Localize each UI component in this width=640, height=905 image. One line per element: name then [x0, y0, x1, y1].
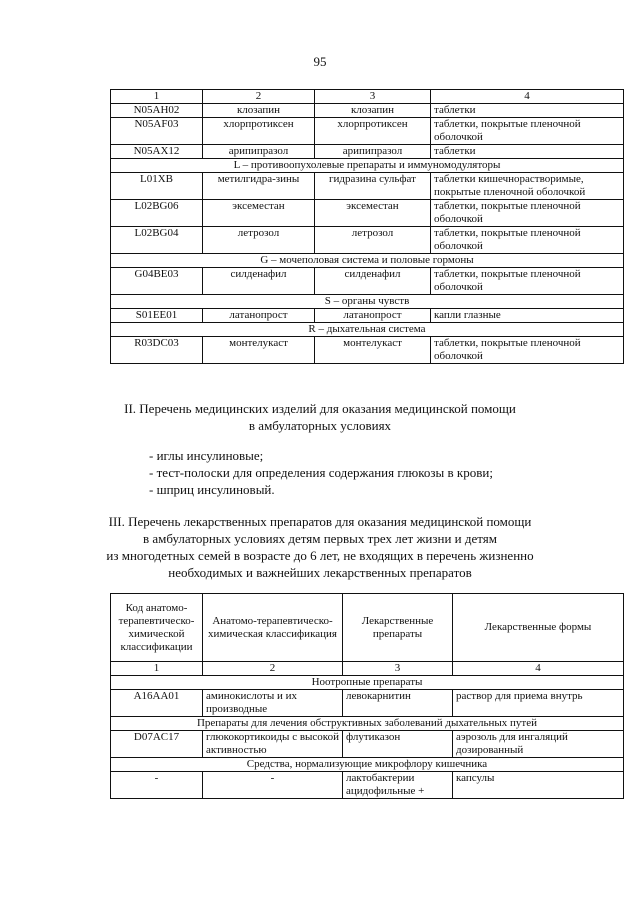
- table-row: [111, 337, 624, 364]
- drug-name: монтелукаст: [315, 337, 431, 364]
- atc-code: L02BG06: [111, 200, 203, 227]
- atc-group: силденафил: [203, 268, 315, 295]
- drug-name: лактобактерии ацидофильные +: [343, 772, 453, 799]
- col-number: 2: [203, 90, 315, 104]
- atc-code: A16AA01: [111, 690, 203, 717]
- table-row: [111, 309, 624, 323]
- atc-group: монтелукаст: [203, 337, 315, 364]
- section-3-heading-line-4: необходимых и важнейших лекарственных препаратов: [168, 565, 472, 580]
- table-row: [111, 118, 624, 145]
- section-3-heading-line-2: в амбулаторных условиях детям первых трех лет жизни и детям: [142, 531, 497, 546]
- table-row: [111, 268, 624, 295]
- atc-code: N05AF03: [111, 118, 203, 145]
- section-3-heading-line-3: из многодетных семей в возрасте до 6 лет, не входящих в перечень жизненно: [106, 548, 534, 563]
- dosage-form: таблетки, покрытые пленочной оболочкой: [431, 268, 624, 295]
- atc-group: летрозол: [203, 227, 315, 254]
- atc-code: -: [111, 772, 203, 799]
- section-title: S – органы чувств: [111, 295, 624, 309]
- header-atc-group: Анатомо-терапевтическо-химическая классификация: [203, 594, 343, 662]
- atc-group: глюкокортикоиды с высокой активностью: [203, 731, 343, 758]
- atc-group: клозапин: [203, 104, 315, 118]
- dosage-form: таблетки кишечнорастворимые, покрытые пленочной оболочкой: [431, 173, 624, 200]
- atc-group: -: [203, 772, 343, 799]
- children-drug-table: [110, 593, 624, 799]
- atc-code: G04BE03: [111, 268, 203, 295]
- dosage-form: таблетки, покрытые пленочной оболочкой: [431, 118, 624, 145]
- table-row: [111, 104, 624, 118]
- header-row: [111, 594, 624, 662]
- list-item: - иглы инсулиновые;: [149, 448, 264, 463]
- header-drugs: Лекарственные препараты: [343, 594, 453, 662]
- drug-table-continued: [110, 89, 624, 364]
- drug-name: клозапин: [315, 104, 431, 118]
- dosage-form: аэрозоль для ингаляций дозированный: [453, 731, 624, 758]
- section-title: G – мочеполовая система и половые гормоны: [111, 254, 624, 268]
- page-number: 95: [313, 54, 327, 69]
- drug-name: арипипразол: [315, 145, 431, 159]
- col-number: 2: [203, 662, 343, 676]
- atc-code: L01XB: [111, 173, 203, 200]
- medical-devices-list: [149, 447, 493, 498]
- section-row: [111, 159, 624, 173]
- drug-name: эксеместан: [315, 200, 431, 227]
- dosage-form: таблетки: [431, 104, 624, 118]
- drug-name: левокарнитин: [343, 690, 453, 717]
- atc-code: L02BG04: [111, 227, 203, 254]
- section-row: [111, 758, 624, 772]
- section-row: [111, 717, 624, 731]
- drug-name: силденафил: [315, 268, 431, 295]
- dosage-form: капли глазные: [431, 309, 624, 323]
- atc-code: S01EE01: [111, 309, 203, 323]
- dosage-form: капсулы: [453, 772, 624, 799]
- header-forms: Лекарственные формы: [453, 594, 624, 662]
- atc-code: N05AH02: [111, 104, 203, 118]
- dosage-form: раствор для приема внутрь: [453, 690, 624, 717]
- dosage-form: таблетки, покрытые пленочной оболочкой: [431, 200, 624, 227]
- drug-name: хлорпротиксен: [315, 118, 431, 145]
- column-number-row: [111, 90, 624, 104]
- section-title: R – дыхательная система: [111, 323, 624, 337]
- table-row: [111, 145, 624, 159]
- table-row: [111, 200, 624, 227]
- list-item: - шприц инсулиновый.: [149, 482, 275, 497]
- table-row: [111, 690, 624, 717]
- atc-code: D07AC17: [111, 731, 203, 758]
- atc-group: арипипразол: [203, 145, 315, 159]
- section-row: [111, 254, 624, 268]
- col-number: 4: [453, 662, 624, 676]
- section-3-heading-line-1: III. Перечень лекарственных препаратов для оказания медицинской помощи: [108, 514, 532, 529]
- section-row: [111, 295, 624, 309]
- drug-name: летрозол: [315, 227, 431, 254]
- table-row: [111, 227, 624, 254]
- header-atc-code: Код анатомо-терапевтическо-химической классификации: [111, 594, 203, 662]
- section-title: Средства, нормализующие микрофлору кишечника: [111, 758, 624, 772]
- section-2-heading-line-2: в амбулаторных условиях: [248, 418, 392, 433]
- section-title: L – противоопухолевые препараты и иммуномодуляторы: [111, 159, 624, 173]
- section-row: [111, 323, 624, 337]
- section-2-heading-line-1: II. Перечень медицинских изделий для оказания медицинской помощи: [124, 401, 516, 416]
- col-number: 3: [315, 90, 431, 104]
- section-title: Препараты для лечения обструктивных заболеваний дыхательных путей: [111, 717, 624, 731]
- column-number-row: [111, 662, 624, 676]
- atc-group: латанопрост: [203, 309, 315, 323]
- col-number: 3: [343, 662, 453, 676]
- list-item: - тест-полоски для определения содержания глюкозы в крови;: [149, 465, 493, 480]
- col-number: 4: [431, 90, 624, 104]
- drug-name: флутиказон: [343, 731, 453, 758]
- dosage-form: таблетки, покрытые пленочной оболочкой: [431, 337, 624, 364]
- atc-group: метилгидра-зины: [203, 173, 315, 200]
- dosage-form: таблетки: [431, 145, 624, 159]
- atc-group: хлорпротиксен: [203, 118, 315, 145]
- table-row: [111, 173, 624, 200]
- drug-name: гидразина сульфат: [315, 173, 431, 200]
- drug-name: латанопрост: [315, 309, 431, 323]
- section-row: [111, 676, 624, 690]
- section-title: Ноотропные препараты: [111, 676, 624, 690]
- table-row: [111, 772, 624, 799]
- col-number: 1: [111, 662, 203, 676]
- atc-code: R03DC03: [111, 337, 203, 364]
- atc-code: N05AX12: [111, 145, 203, 159]
- table-row: [111, 731, 624, 758]
- atc-group: эксеместан: [203, 200, 315, 227]
- atc-group: аминокислоты и их производные: [203, 690, 343, 717]
- dosage-form: таблетки, покрытые пленочной оболочкой: [431, 227, 624, 254]
- col-number: 1: [111, 90, 203, 104]
